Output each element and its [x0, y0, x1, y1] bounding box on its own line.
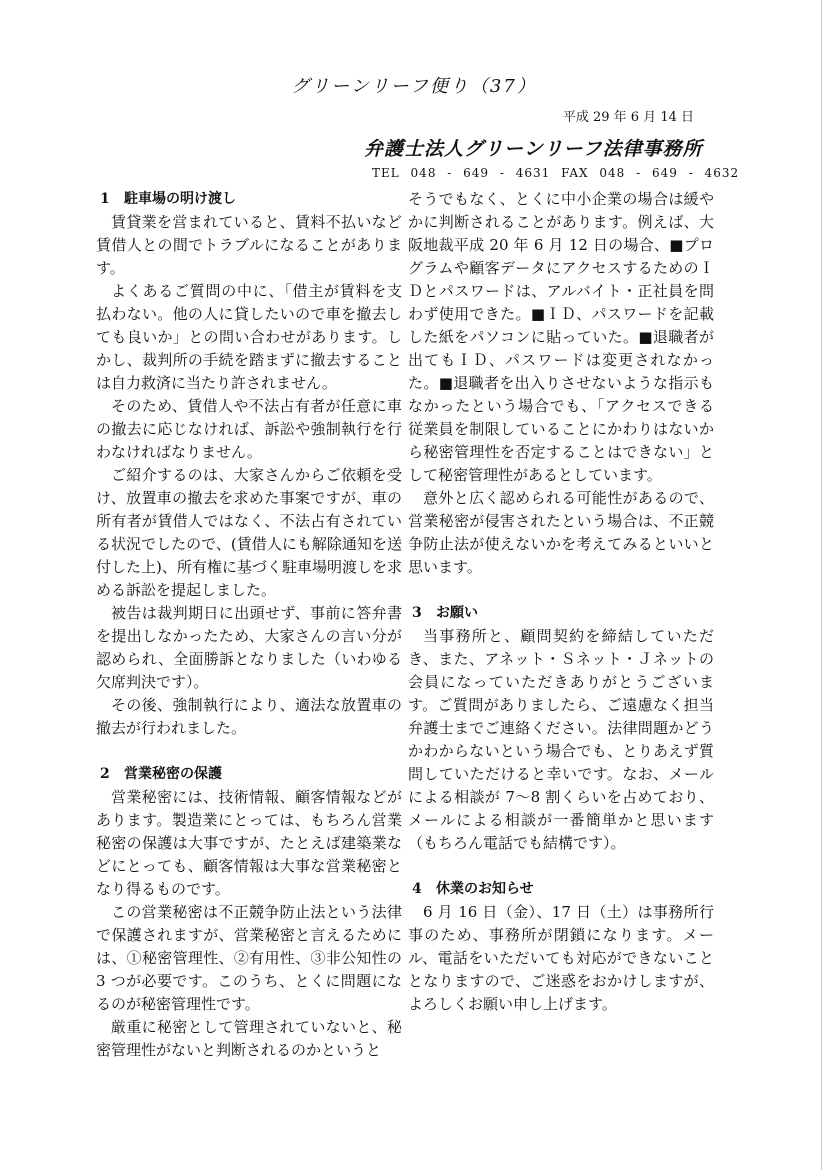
section-heading [96, 188, 402, 211]
section-parking [96, 188, 402, 740]
right-column [408, 188, 714, 1016]
section-trade-secret-continued [408, 188, 714, 579]
paragraph: 厳重に秘密として管理されていないと、秘密管理性がないと判断されるのかというと [96, 1018, 402, 1059]
paragraph: 被告は裁判期日に出頭せず、事前に答弁書を提出しなかったため、大家さんの言い分が認められ、全面勝訴となりました（いわゆる欠席判決です）。 [96, 604, 402, 691]
paragraph: 当事務所と、顧問契約を締結していただき、また、アネット・Ｓネット・Ｊネットの会員になっていただきありがとうございます。ご質問がありましたら、ご遠慮なく担当弁護士までご連絡ください。法律問題かどうかわからないという場合でも、とりあえず質問していただけると幸いです。なお、メールによる相談が 7～8 割くらいを占めており、メールによる相談が一番簡単かと思います（もちろん電話でも結構です）。 [408, 627, 714, 852]
issue-date: 平成 29 年 6 月 14 日 [562, 110, 694, 125]
section-title: 休業のお知らせ [436, 881, 534, 897]
paragraph: この営業秘密は不正競争防止法という法律で保護されますが、営業秘密と言えるためには、①秘密管理性、②有用性、③非公知性の3 つが必要です。このうち、とくに問題になるのが秘密管理性です。 [96, 903, 402, 1013]
paragraph: そのため、賃借人や不法占有者が任意に車の撤去に応じなければ、訴訟や強制執行を行わなければなりません。 [96, 397, 402, 461]
section-number: 3 [412, 605, 422, 621]
section-title: 営業秘密の保護 [124, 766, 222, 782]
paragraph: 6 月 16 日（金）、17 日（土）は事務所行事のため、事務所が閉鎖になります。メール、電話をいただいても対応ができないこととなりますので、ご迷惑をおかけしますが、よろしくお願い申し上げます。 [408, 903, 714, 1013]
firm-name: 弁護士法人グリーンリーフ法律事務所 [364, 138, 703, 160]
paragraph: 賃貸業を営まれていると、賃料不払いなど賃借人との間でトラブルになることがあります。 [96, 213, 402, 277]
paragraph: 営業秘密には、技術情報、顧客情報などがあります。製造業にとっては、もちろん営業秘密の保護は大事ですが、たとえば建築業などにとっても、顧客情報は大事な営業秘密となり得るものです。 [96, 788, 402, 898]
section-number: 2 [100, 766, 110, 782]
paragraph: 意外と広く認められる可能性があるので、営業秘密が侵害されたという場合は、不正競争防止法が使えないかを考えてみるといいと思います。 [408, 489, 714, 576]
scan-edge-line [821, 0, 822, 1170]
section-heading [96, 763, 402, 786]
section-number: 1 [100, 191, 110, 207]
paragraph: よくあるご質問の中に、「借主が賃料を支払わない。他の人に貸したいので車を撤去しても良いか」との問い合わせがあります。しかし、裁判所の手続を踏まずに撤去することは自力救済に当たり許されません。 [96, 282, 402, 392]
section-closure-notice [408, 878, 714, 1016]
section-number: 4 [412, 881, 422, 897]
left-column [96, 188, 402, 1062]
section-request [408, 602, 714, 855]
paragraph: ご紹介するのは、大家さんからご依頼を受け、放置車の撤去を求めた事案ですが、車の所有者が賃借人ではなく、不法占有されている状況でしたので、(賃借人にも解除通知を送付した上)、所有権に基づく駐車場明渡しを求める訴訟を提起しました。 [96, 466, 402, 599]
paragraph: そうでもなく、とくに中小企業の場合は緩やかに判断されることがあります。例えば、大阪地裁平成 20 年 6 月 12 日の場合、■プログラムや顧客データにアクセスするためのＩＤとパスワードは、アルバイト・正社員を問わず使用できた。■ＩＤ、パスワードを記載した紙をパソコンに貼っていた。■退職者が出てもＩＤ、パスワードは変更されなかった。■退職者を出入りさせないような指示もなかったという場合でも、「アクセスできる従業員を制限していることにかわりはないから秘密管理性を否定することはできない」として秘密管理性があるとしています。 [408, 190, 714, 484]
section-title: 駐車場の明け渡し [124, 191, 236, 207]
contact-line: TEL 048 - 649 - 4631 FAX 048 - 649 - 4632 [372, 166, 740, 180]
section-title: お願い [436, 605, 478, 621]
newsletter-title: グリーンリーフ便り（37） [291, 76, 537, 97]
paragraph: その後、強制執行により、適法な放置車の撤去が行われました。 [96, 696, 402, 737]
section-heading [408, 602, 714, 625]
section-heading [408, 878, 714, 901]
section-trade-secret [96, 763, 402, 1062]
